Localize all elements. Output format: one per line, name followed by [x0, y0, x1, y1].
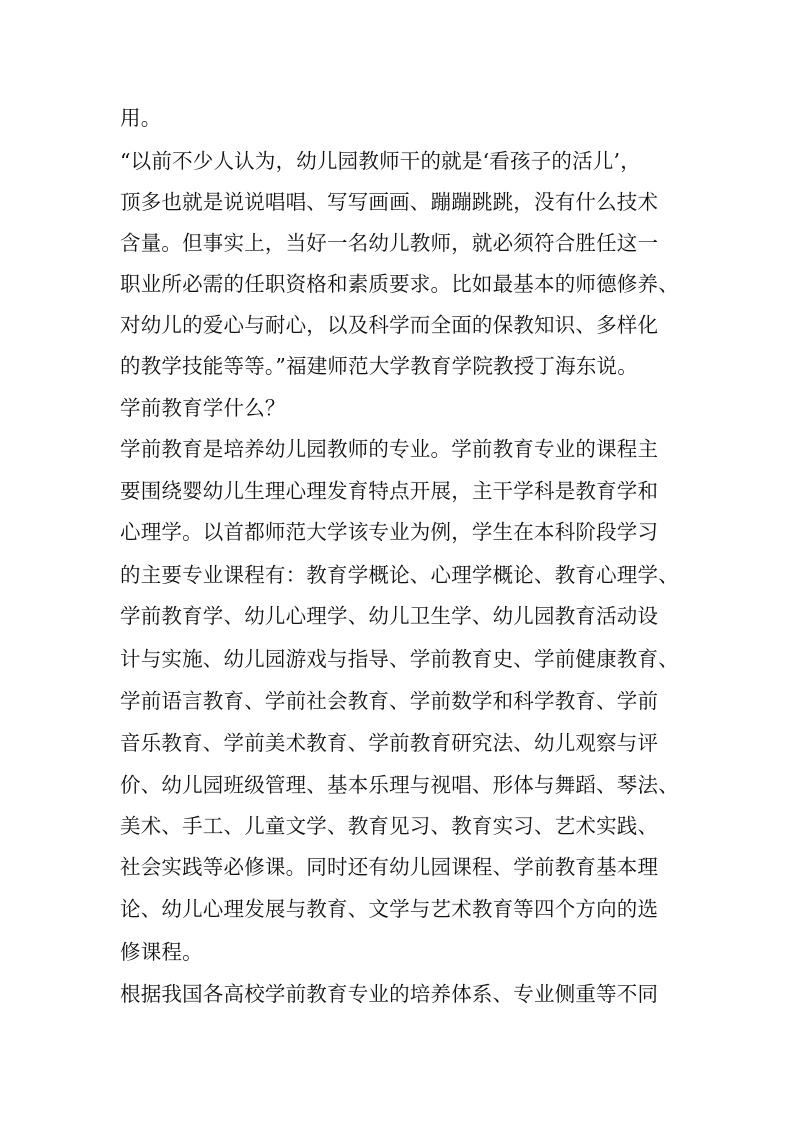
- text-line: 论、幼儿心理发展与教育、文学与艺术教育等四个方向的选: [120, 897, 659, 921]
- text-line: 顶多也就是说说唱唱、写写画画、蹦蹦跳跳，没有什么技术: [120, 190, 659, 214]
- text-line: 学前语言教育、学前社会教育、学前数学和科学教育、学前: [120, 689, 659, 713]
- text-line: 对幼儿的爱心与耐心，以及科学而全面的保教知识、多样化: [120, 313, 659, 337]
- text-line: 修课程。: [120, 940, 203, 964]
- text-line: 社会实践等必修课。同时还有幼儿园课程、学前教育基本理: [120, 855, 659, 879]
- text-line: 含量。但事实上，当好一名幼儿教师，就必须符合胜任这一: [120, 231, 659, 255]
- section-heading: 学前教育学什么？: [120, 396, 286, 420]
- text-line: 的教学技能等等。”福建师范大学教育学院教授丁海东说。: [120, 354, 638, 378]
- text-line: 音乐教育、学前美术教育、学前教育研究法、幼儿观察与评: [120, 731, 659, 755]
- text-line: 学前教育学、幼儿心理学、幼儿卫生学、幼儿园教育活动设: [120, 604, 659, 628]
- text-line: 用。: [120, 106, 162, 130]
- text-line: 价、幼儿园班级管理、基本乐理与视唱、形体与舞蹈、琴法、: [120, 773, 679, 797]
- text-line: 心理学。以首都师范大学该专业为例，学生在本科阶段学习: [120, 520, 659, 544]
- text-line: 要围绕婴幼儿生理心理发育特点开展，主干学科是教育学和: [120, 479, 659, 503]
- text-line: 学前教育是培养幼儿园教师的专业。学前教育专业的课程主: [120, 437, 659, 461]
- text-line: “以前不少人认为，幼儿园教师干的就是‘看孩子的活儿’，: [120, 149, 641, 173]
- text-line: 计与实施、幼儿园游戏与指导、学前教育史、学前健康教育、: [120, 647, 679, 671]
- text-line: 的主要专业课程有：教育学概论、心理学概论、教育心理学、: [120, 563, 679, 587]
- text-line: 职业所必需的任职资格和素质要求。比如最基本的师德修养、: [120, 272, 679, 296]
- text-line: 美术、手工、儿童文学、教育见习、教育实习、艺术实践、: [120, 814, 659, 838]
- text-line: 根据我国各高校学前教育专业的培养体系、专业侧重等不同: [120, 982, 659, 1006]
